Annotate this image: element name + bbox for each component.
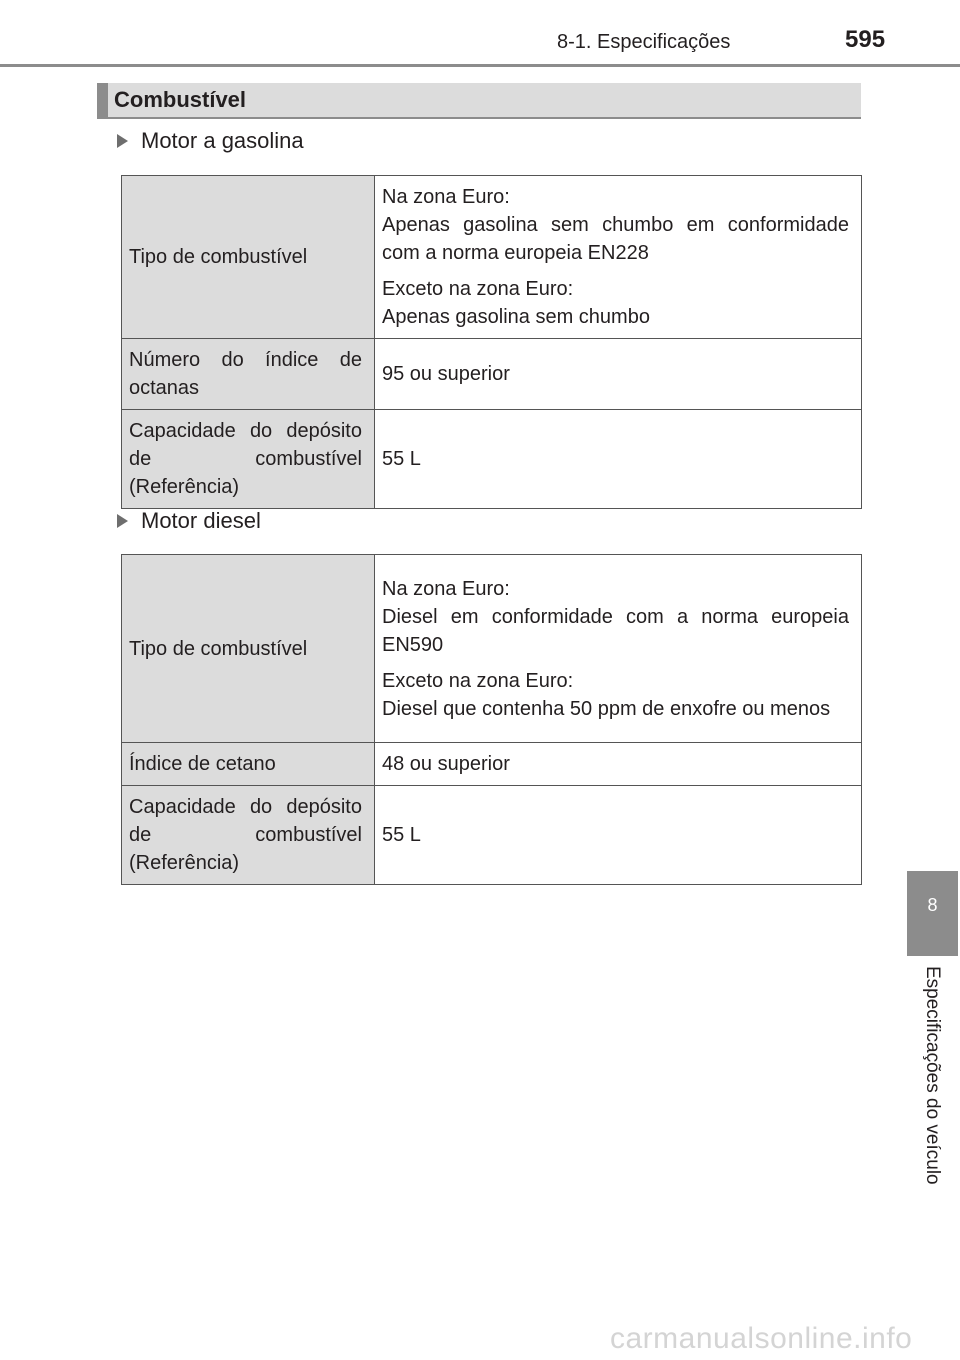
value-line: Exceto na zona Euro:: [382, 669, 574, 692]
table-row: [122, 410, 862, 509]
header-rule: [0, 64, 960, 67]
diesel-heading: [117, 508, 261, 534]
value-paragraph: [382, 275, 849, 331]
triangle-bullet-icon: [117, 514, 128, 528]
watermark: carmanualsonline.info: [610, 1322, 913, 1355]
chapter-tab-number: 8: [927, 895, 938, 915]
table-label-cell: Tipo de combustível: [122, 176, 375, 339]
value-line: Diesel em conformidade com a norma europeia EN590: [382, 605, 849, 656]
gasoline-spec-table: [121, 175, 862, 509]
table-row: [122, 555, 862, 743]
section-bar: [97, 83, 861, 119]
value-paragraph: [382, 183, 849, 267]
section-bar-accent: [97, 83, 108, 117]
page-header: [0, 0, 960, 66]
value-line: Exceto na zona Euro:: [382, 278, 574, 300]
header-section-title: 8-1. Especificações: [557, 31, 731, 53]
table-label-cell: Capacidade do depósito de combustível (Referência): [122, 786, 375, 885]
section-title: Combustível: [114, 87, 247, 112]
value-line: Na zona Euro:: [382, 577, 510, 600]
diesel-heading-text: Motor diesel: [141, 508, 261, 533]
diesel-spec-table: [121, 554, 862, 885]
table-label-cell: Tipo de combustível: [122, 555, 375, 743]
chapter-side-label: Especificações do veículo: [922, 966, 943, 1185]
table-row: [122, 743, 862, 786]
table-label-cell: Número do índice de octanas: [122, 339, 375, 410]
table-label-cell: Índice de cetano: [122, 743, 375, 786]
table-value-cell: 55 L: [375, 410, 862, 509]
value-line: Apenas gasolina sem chumbo: [382, 306, 650, 328]
table-row: [122, 339, 862, 410]
value-paragraph: [382, 575, 849, 659]
table-value-cell: 55 L: [375, 786, 862, 885]
gasoline-heading-text: Motor a gasolina: [141, 128, 304, 153]
value-line: Diesel que contenha 50 ppm de enxofre ou menos: [382, 697, 831, 720]
table-value-cell: [375, 176, 862, 339]
page-number: 595: [845, 26, 886, 53]
table-value-cell: 48 ou superior: [375, 743, 862, 786]
value-line: Apenas gasolina sem chumbo em conformidade com a norma europeia EN228: [382, 214, 849, 264]
gasoline-heading: [117, 128, 304, 154]
chapter-tab: [907, 871, 958, 956]
table-row: [122, 176, 862, 339]
value-line: Na zona Euro:: [382, 186, 510, 208]
table-value-cell: [375, 555, 862, 743]
table-value-cell: 95 ou superior: [375, 339, 862, 410]
value-paragraph: [382, 667, 849, 723]
triangle-bullet-icon: [117, 134, 128, 148]
table-label-cell: Capacidade do depósito de combustível (Referência): [122, 410, 375, 509]
table-row: [122, 786, 862, 885]
